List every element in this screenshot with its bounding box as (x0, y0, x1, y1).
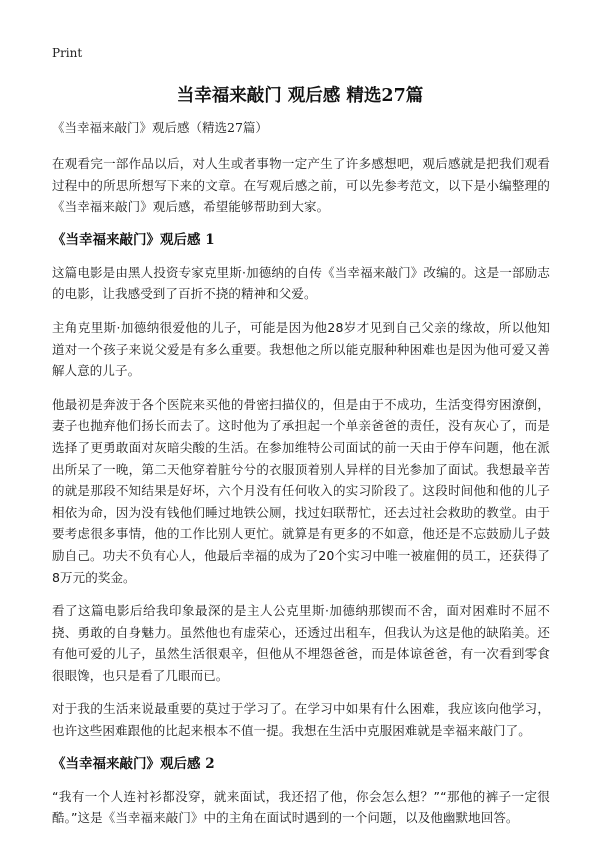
section1-paragraph: 这篇电影是由黑人投资专家克里斯·加德纳的自传《当幸福来敲门》改编的。这是一部励志的电影，让我感受到了百折不挠的精神和父爱。 (52, 264, 550, 302)
print-link[interactable]: Print (52, 46, 83, 60)
section2-paragraph: “我有一个人连衬衫都没穿，就来面试，我还招了他，你会怎么想？”“那他的裤子一定很酷。”这是《当幸福来敲门》中的主角在面试时遇到的一个问题，以及他幽默地回答。 (52, 788, 550, 826)
page-title: 当幸福来敲门 观后感 精选27篇 (176, 86, 424, 106)
article-subtitle: 《当幸福来敲门》观后感（精选27篇） (52, 120, 268, 135)
intro-paragraph: 在观看完一部作品以后，对人生或者事物一定产生了许多感想吧，观后感就是把我们观看过程中的所思所想写下来的文章。在写观后感之前，可以先参考范文，以下是小编整理的《当幸福来敲门》观后感，希望能够帮助到大家。 (52, 156, 550, 215)
section1-paragraph: 对于我的生活来说最重要的莫过于学习了。在学习中如果有什么困难，我应该向他学习，也许这些困难跟他的比起来根本不值一提。我想在生活中克服困难就是幸福来敲门了。 (52, 701, 550, 739)
section1-paragraph: 主角克里斯·加德纳很爱他的儿子，可能是因为他28岁才见到自己父亲的缘故，所以他知道对一个孩子来说父爱是有多么重要。我想他之所以能克服种种困难也是因为他可爱又善解人意的儿子。 (52, 319, 550, 379)
section1-paragraph: 他最初是奔波于各个医院来买他的骨密扫描仪的，但是由于不成功，生活变得穷困潦倒，妻子也抛弃他们扬长而去了。这时他为了承担起一个单亲爸爸的责任，没有灰心了，而是选择了更勇敢面对灰暗尖酸的生活。在参加维特公司面试的前一天由于停车问题，他在派出所呆了一晚，第二天他穿着脏兮兮的衣服顶着别人异样的目光参加了面试。我想最辛苦的就是那段不知结果是好坏，六个月没有任何收入的实习阶段了。这段时间他和他的儿子相依为命，因为没有钱他们睡过地铁公厕，找过妇联帮忙，还去过社会救助的教堂。由于要考虑很多事情，他的工作比别人更忙。就算是有更多的不如意，他还是不忘鼓励儿子鼓励自己。功夫不负有心人，他最后幸福的成为了20个实习中唯一被雇佣的员工，还获得了8万元的奖金。 (52, 396, 550, 585)
section-heading-1: 《当幸福来敲门》观后感 1 (52, 231, 215, 248)
section-heading-2: 《当幸福来敲门》观后感 2 (52, 755, 215, 772)
article-body (52, 119, 550, 841)
section1-paragraph: 看了这篇电影后给我印象最深的是主人公克里斯·加德纳那锲而不舍，面对困难时不屈不挠、勇敢的自身魅力。虽然他也有虚荣心，还透过出租车，但我认为这是他的缺陷美。还有他可爱的儿子，虽然生活很艰辛，但他从不埋怨爸爸，而是体谅爸爸，有一次看到零食很眼馋，也只是看了几眼而已。 (52, 603, 550, 683)
